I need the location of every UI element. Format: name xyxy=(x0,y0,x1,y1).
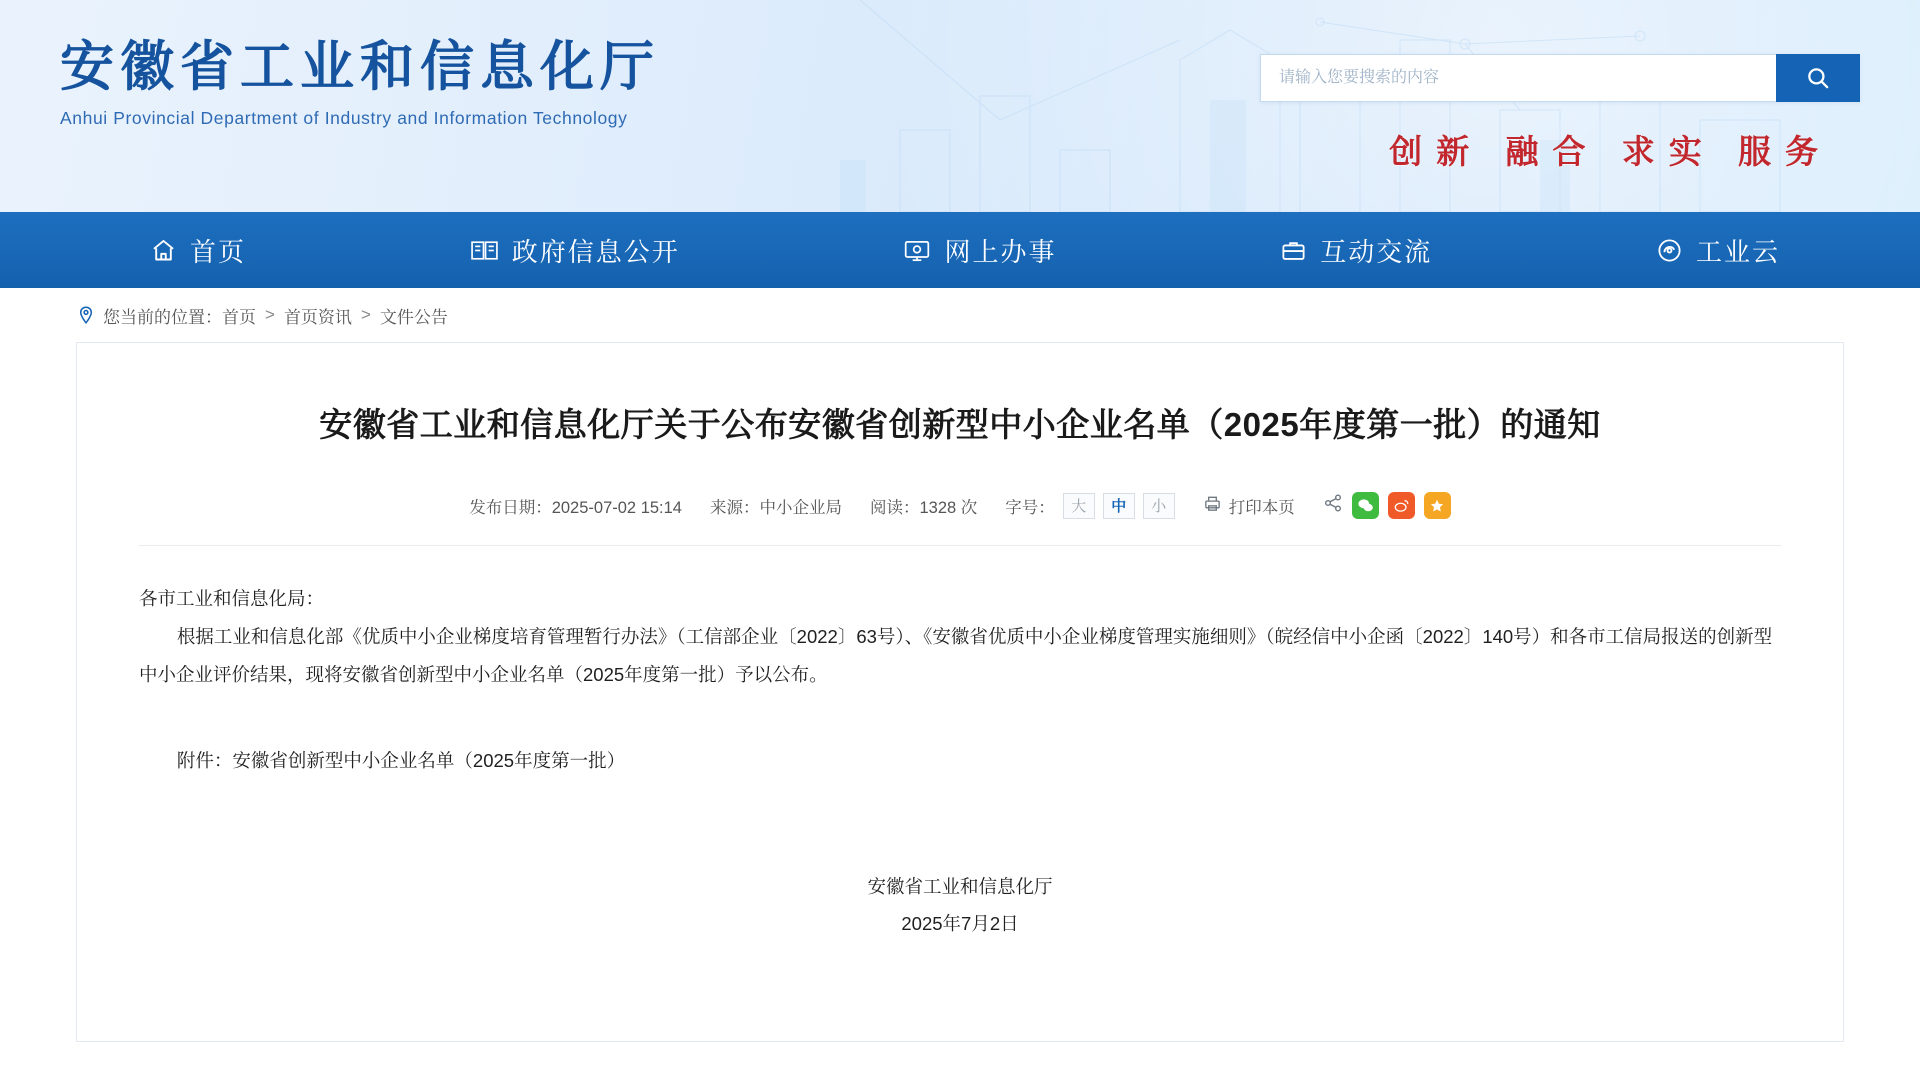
article-meta xyxy=(139,492,1781,519)
breadcrumb-item-1[interactable]: 首页资讯 xyxy=(283,307,352,327)
share-group xyxy=(1323,492,1451,519)
meta-divider xyxy=(139,545,1781,546)
publish-date-label: 发布日期： xyxy=(469,498,552,517)
source xyxy=(710,494,842,518)
briefcase-icon xyxy=(1280,237,1307,264)
source-value: 中小企业局 xyxy=(759,498,842,517)
search-button[interactable] xyxy=(1776,54,1860,102)
views-value: 1328 次 xyxy=(919,498,978,517)
article-signature xyxy=(139,868,1781,942)
views-label: 阅读： xyxy=(869,498,920,517)
nav-item-online-service[interactable] xyxy=(903,232,1056,269)
breadcrumb-separator-1: > xyxy=(360,305,371,324)
location-pin-icon xyxy=(78,306,94,325)
nav-item-home[interactable] xyxy=(150,232,246,269)
article-attachment: 附件：安徽省创新型中小企业名单（2025年度第一批） xyxy=(176,749,626,771)
publish-date-value: 2025-07-02 15:14 xyxy=(551,498,682,517)
article-paragraph-1: 根据工业和信息化部《优质中小企业梯度培育管理暂行办法》（工信部企业〔2022〕63号）、《安徽省优质中小企业梯度管理实施细则》（皖经信中小企函〔2022〕140号）和各市工信局报送的创新型中小企业评价结果，现将安徽省创新型中小企业名单（2025年度第一批）予以公布。 xyxy=(139,626,1773,685)
cloud-icon xyxy=(1656,237,1683,264)
logo-title-cn: 安徽省工业和信息化厅 xyxy=(60,37,660,97)
signature-organization: 安徽省工业和信息化厅 xyxy=(867,875,1053,897)
main-navigation xyxy=(0,212,1920,288)
weibo-icon[interactable] xyxy=(1388,492,1415,519)
nav-item-interaction[interactable] xyxy=(1280,232,1432,269)
font-size-medium-button[interactable]: 中 xyxy=(1103,493,1135,519)
breadcrumb-item-0[interactable]: 首页 xyxy=(222,307,256,327)
nav-label-interaction: 互动交流 xyxy=(1320,236,1433,267)
nav-label-home: 首页 xyxy=(190,236,247,267)
print-label: 打印本页 xyxy=(1228,498,1295,517)
nav-item-government-info[interactable] xyxy=(470,232,680,269)
slogan-text: 创新 融合 求实 服务 xyxy=(1389,135,1832,171)
nav-label-government-info: 政府信息公开 xyxy=(511,236,680,267)
publish-date xyxy=(469,494,682,518)
source-label: 来源： xyxy=(709,498,760,517)
search-bar xyxy=(1260,54,1860,102)
site-logo[interactable] xyxy=(60,38,660,129)
breadcrumb-prefix: 您当前的位置： xyxy=(103,307,222,327)
article-card xyxy=(76,342,1844,1042)
nav-label-online-service: 网上办事 xyxy=(944,236,1057,267)
printer-icon xyxy=(1203,494,1222,518)
print-button[interactable] xyxy=(1203,494,1295,518)
page-title: 安徽省工业和信息化厅关于公布安徽省创新型中小企业名单（2025年度第一批）的通知 xyxy=(319,406,1601,443)
font-size-control xyxy=(1005,493,1175,519)
font-size-large-button[interactable]: 大 xyxy=(1063,493,1095,519)
wechat-icon[interactable] xyxy=(1352,492,1379,519)
breadcrumb xyxy=(0,288,1920,342)
site-header xyxy=(0,0,1920,212)
breadcrumb-item-2[interactable]: 文件公告 xyxy=(379,307,448,327)
monitor-icon xyxy=(903,237,931,264)
signature-date: 2025年7月2日 xyxy=(901,912,1019,934)
nav-item-industrial-cloud[interactable] xyxy=(1656,232,1780,269)
search-icon xyxy=(1805,65,1831,91)
logo-title-en: Anhui Provincial Department of Industry and Information Technology xyxy=(60,108,628,129)
favorite-star-icon[interactable] xyxy=(1424,492,1451,519)
home-icon xyxy=(150,237,177,264)
nav-label-industrial-cloud: 工业云 xyxy=(1695,236,1780,267)
font-size-small-button[interactable]: 小 xyxy=(1143,493,1175,519)
view-count xyxy=(870,494,977,518)
article-body xyxy=(139,580,1781,942)
font-size-label: 字号： xyxy=(1005,498,1055,517)
article-salutation: 各市工业和信息化局： xyxy=(139,588,325,610)
book-icon xyxy=(470,237,499,264)
breadcrumb-separator-0: > xyxy=(265,305,275,324)
search-input[interactable] xyxy=(1260,54,1776,102)
share-icon[interactable] xyxy=(1323,493,1343,518)
